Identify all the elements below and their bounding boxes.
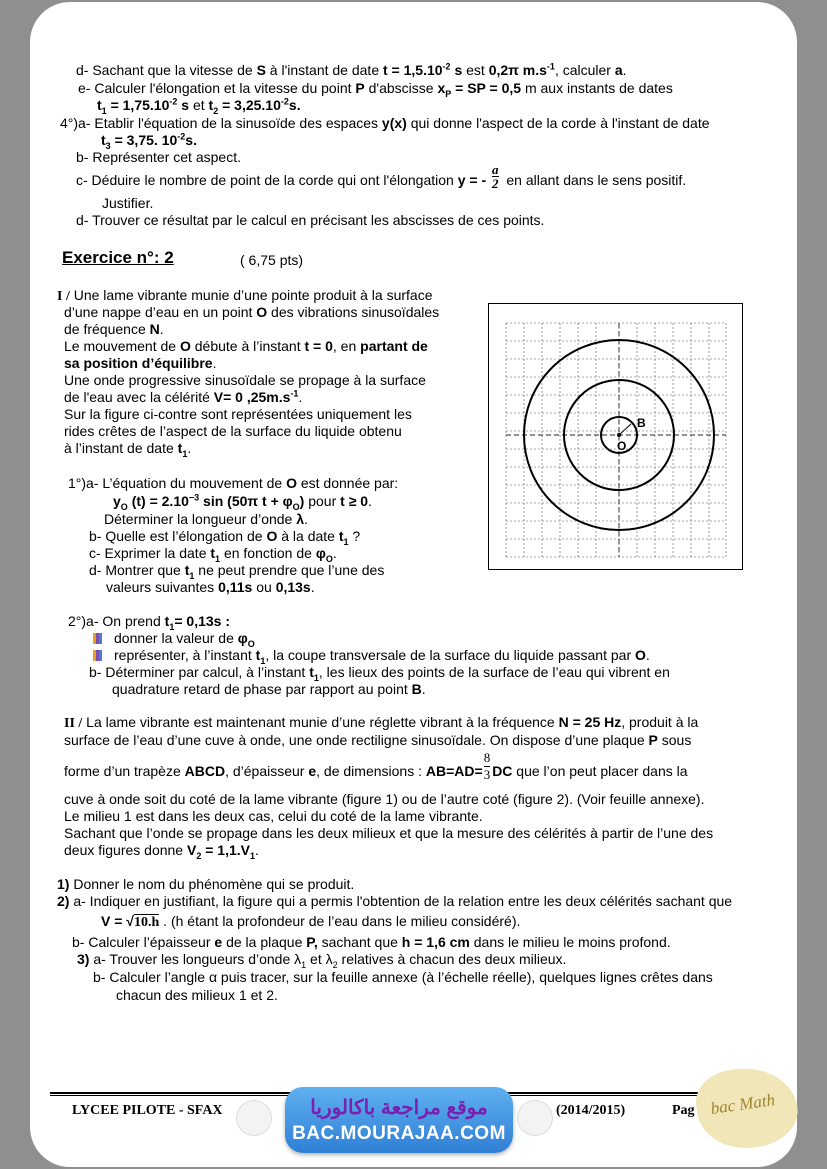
part-I-line1: I / Une lame vibrante munie d’une pointe produit à la surface [57,287,433,304]
question-II-2b: b- Calculer l’épaisseur e de la plaque P, sachant que h = 1,6 cm dans le milieu le moins profond. [72,934,671,950]
site-banner[interactable] [285,1087,513,1153]
question-1d: d- Sachant que la vitesse de S à l'instant de date $t = 1,5.10^{-2}$ s est 0,2π $m.s^{-1}$, calculer a. [76,61,627,78]
question-I-1d-values: valeurs suivantes 0,11s ou 0,13s. [106,579,315,595]
part-I-line4: Le mouvement de O débute à l’instant t = 0, en partant de [64,338,428,354]
label-B: B [637,416,646,430]
question-I-2a: 2°)a- On prend $t_1= 0,13s$ : [68,613,230,632]
ripple-figure [488,303,743,570]
question-4a: 4°)a- Etablir l'équation de la sinusoïde des espaces y(x) qui donne l'aspect de la corde à l'instant de date [60,115,710,131]
exercise-title: Exercice n°: 2 [62,248,174,267]
bullet-icon [93,633,102,644]
part-II-line2: surface de l’eau d’une cuve à onde, une onde rectiligne sinusoïdale. On dispose d’une plaque P sous [64,732,692,748]
part-II-line3: forme d’un trapèze ABCD, d’épaisseur e, de dimensions : AB=AD= $\frac{8}{3}$ DC que l’on peut placer dans la [64,750,688,782]
bac-math-watermark: bac Math [692,1061,802,1154]
bullet-icon [93,650,102,661]
banner-arabic-title: موقع مراجعة باكالوريا [310,1097,488,1119]
footer-year: (2014/2015) [556,1103,626,1118]
question-I-2b: b- Déterminer par calcul, à l’instant $t_1$, les lieux des points de la surface de l’eau qui vibrent en [89,664,670,683]
part-I-line2: d’une nappe d’eau en un point O des vibrations sinusoïdales [64,304,440,320]
question-II-1: 1) Donner le nom du phénomène qui se produit. [57,876,355,892]
question-4c-justify: Justifier. [102,195,154,211]
question-I-1c: c- Exprimer la date $t_1$ en fonction de $\varphi_O$. [89,545,337,564]
question-I-2a-bullet1: donner la valeur de $\varphi_O$ [93,630,255,646]
site-logo-right [517,1100,553,1136]
part-I-line8: Sur la figure ci-contre sont représentées uniquement les [64,406,412,422]
question-4a-date: $t_3 = 3,75$. $10^{-2}s$. [101,131,197,151]
question-I-2b-cont: quadrature retard de phase par rapport au point B. [112,681,426,697]
question-I-1b: b- Quelle est l’élongation de O à la date $t_1$ ? [89,528,361,547]
exercise-points: ( 6,75 pts) [240,252,304,268]
part-II-line1: II / La lame vibrante est maintenant munie d’une réglette vibrant à la fréquence N = 25 Hz, produit à la [64,714,699,731]
question-II-2a-formula: V = √10.h . (h étant la profondeur de l’eau dans le milieu considéré). [101,913,521,930]
part-I-line9: rides crêtes de l’aspect de la surface du liquide obtenu [64,423,402,439]
part-II-line6: Sachant que l’onde se propage dans les deux milieux et que la mesure des célérités à partir de l’une des [64,825,714,841]
part-I-line6: Une onde progressive sinusoïdale se propage à la surface [64,372,426,388]
site-logo-left [236,1100,272,1136]
footer-school: LYCEE PILOTE - SFAX [72,1103,223,1118]
question-4b: b- Représenter cet aspect. [76,149,241,165]
part-II-line7: deux figures donne $V_2 = 1,1.V_1$. [64,842,259,861]
question-II-3a: 3) a- Trouver les longueurs d’onde $\lambda_1$ et $\lambda_2$ relatives à chacun des deux milieux. [77,951,567,970]
question-4c: c- Déduire le nombre de point de la corde qui ont l'élongation y = - $\frac{a}{2}$ en allant dans le sens positif. [76,161,687,191]
question-II-2a: 2) a- Indiquer en justifiant, la figure qui a permis l'obtention de la relation entre les deux célérités sachant que [57,893,733,909]
question-4d: d- Trouver ce résultat par le calcul en précisant les abscisses de ces points. [76,212,545,228]
question-1e-dates: $t_1 = 1,75.10^{-2}$ s et $t_2 = 3,25.10^{-2}s$. [97,96,301,116]
part-I-line7: de l'eau avec la célérité V= 0 $,25m.s^{-1}$. [64,388,303,405]
part-I-line10: à l’instant de date $t_1$. [64,440,192,459]
question-I-1d: d- Montrer que $t_1$ ne peut prendre que l’une des [89,562,385,581]
part-II-line5: Le milieu 1 est dans les deux cas, celui du coté de la lame vibrante. [64,808,483,824]
question-I-1a-equation: $y_O$ $(t) = 2.10^{-3}$ sin (50π $t + \varphi_O$) pour t ≥ 0. [113,492,372,512]
part-I-line3: de fréquence N. [64,321,164,337]
label-O: O [617,439,627,453]
question-I-1a-task: Déterminer la longueur d’onde λ. [104,511,308,527]
part-II-line4: cuve à onde soit du coté de la lame vibrante (figure 1) ou de l’autre coté (figure 2). (Voir feuille annexe). [64,791,705,807]
part-I-line5: sa position d’équilibre. [64,355,217,371]
question-1e: e- Calculer l'élongation et la vitesse du point P d'abscisse $x_P$ = SP = 0,5 m aux instants de dates [78,80,673,99]
question-I-2a-bullet2: représenter, à l’instant $t_1$, la coupe transversale de la surface du liquide passant par O. [93,647,650,663]
question-II-3b: b- Calculer l’angle α puis tracer, sur la feuille annexe (à l’échelle réelle), quelques lignes crêtes dans [93,969,713,985]
question-I-1a: 1°)a- L’équation du mouvement de O est donnée par: [68,475,399,491]
footer-page: Pag [672,1103,695,1118]
question-II-3b-cont: chacun des milieux 1 et 2. [116,987,278,1003]
banner-site-url[interactable]: BAC.MOURAJAA.COM [292,1123,506,1144]
